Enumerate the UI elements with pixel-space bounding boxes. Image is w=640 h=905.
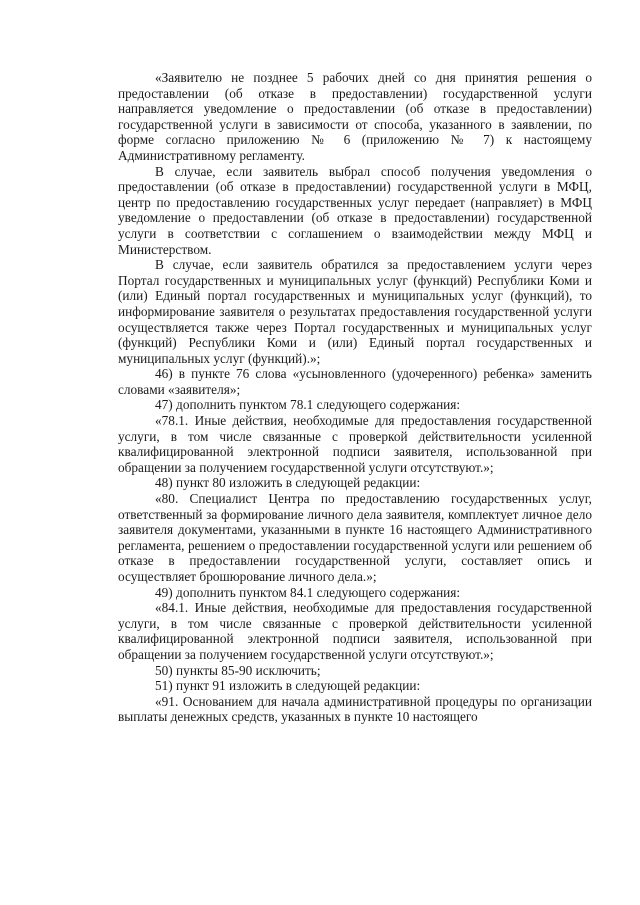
paragraph-item-46: 46) в пункте 76 слова «усыновленного (удочеренного) ребенка» заменить словами «заявителя»; [118,366,592,397]
paragraph-clause-78-1: «78.1. Иные действия, необходимые для предоставления государственной услуги, в том числе связанные с проверкой действительности усиленной квалифицированной электронной подписи заявителя, использованной при обращении за получением государственной услуги отсутствуют.»; [118,413,592,475]
paragraph-portal-info: В случае, если заявитель обратился за предоставлением услуги через Портал государственных и муниципальных услуг (функций) Республики Коми и (или) Единый портал государственных и муниципальных услуг (функций), то информирование заявителя о результатах предоставления государственной услуги осуществляется также через Портал государственных и муниципальных услуг (функций) Республики Коми и (или) Единый портал государственных и муниципальных услуг (функций).»; [118,257,592,366]
paragraph-item-51: 51) пункт 91 изложить в следующей редакции: [155,678,421,694]
paragraph-notification: «Заявителю не позднее 5 рабочих дней со дня принятия решения о предоставлении (об отказе в предоставлении) государственной услуги направляется уведомление о предоставлении (об отказе в предоставлении) государственной услуги в зависимости от способа, указанного в заявлении, по форме согласно приложению № 6 (приложению № 7) к настоящему Административному регламенту. [118,70,592,163]
paragraph-clause-91: «91. Основанием для начала административной процедуры по организации выплаты денежных средств, указанных в пункте 10 настоящего [118,693,592,725]
document-body [118,70,592,725]
paragraph-item-49: 49) дополнить пунктом 84.1 следующего содержания: [155,584,461,600]
paragraph-clause-84-1: «84.1. Иные действия, необходимые для предоставления государственной услуги, в том числе связанные с проверкой действительности усиленной квалифицированной электронной подписи заявителя, использованной при обращении за получением государственной услуги отсутствуют.»; [118,600,592,662]
paragraph-item-50: 50) пункты 85-90 исключить; [155,662,321,678]
paragraph-item-47: 47) дополнить пунктом 78.1 следующего содержания: [155,397,461,413]
paragraph-mfc-delivery: В случае, если заявитель выбрал способ получения уведомления о предоставлении (об отказе в предоставлении) государственной услуги в МФЦ, центр по предоставлению государственных услуг передает (направляет) в МФЦ уведомление о предоставлении (об отказе в предоставлении) государственной услуги в соответствии с соглашением о взаимодействии между МФЦ и Министерством. [118,163,592,257]
paragraph-item-48: 48) пункт 80 изложить в следующей редакции: [155,475,421,491]
paragraph-clause-80: «80. Специалист Центра по предоставлению государственных услуг, ответственный за формирование личного дела заявителя, комплектует личное дело заявителя документами, указанными в пункте 16 настоящего Административного регламента, решением о предоставлении государственной услуги или решением об отказе в предоставлении государственной услуги, составляет опись и осуществляет брошюрование личного дела.»; [118,491,592,584]
